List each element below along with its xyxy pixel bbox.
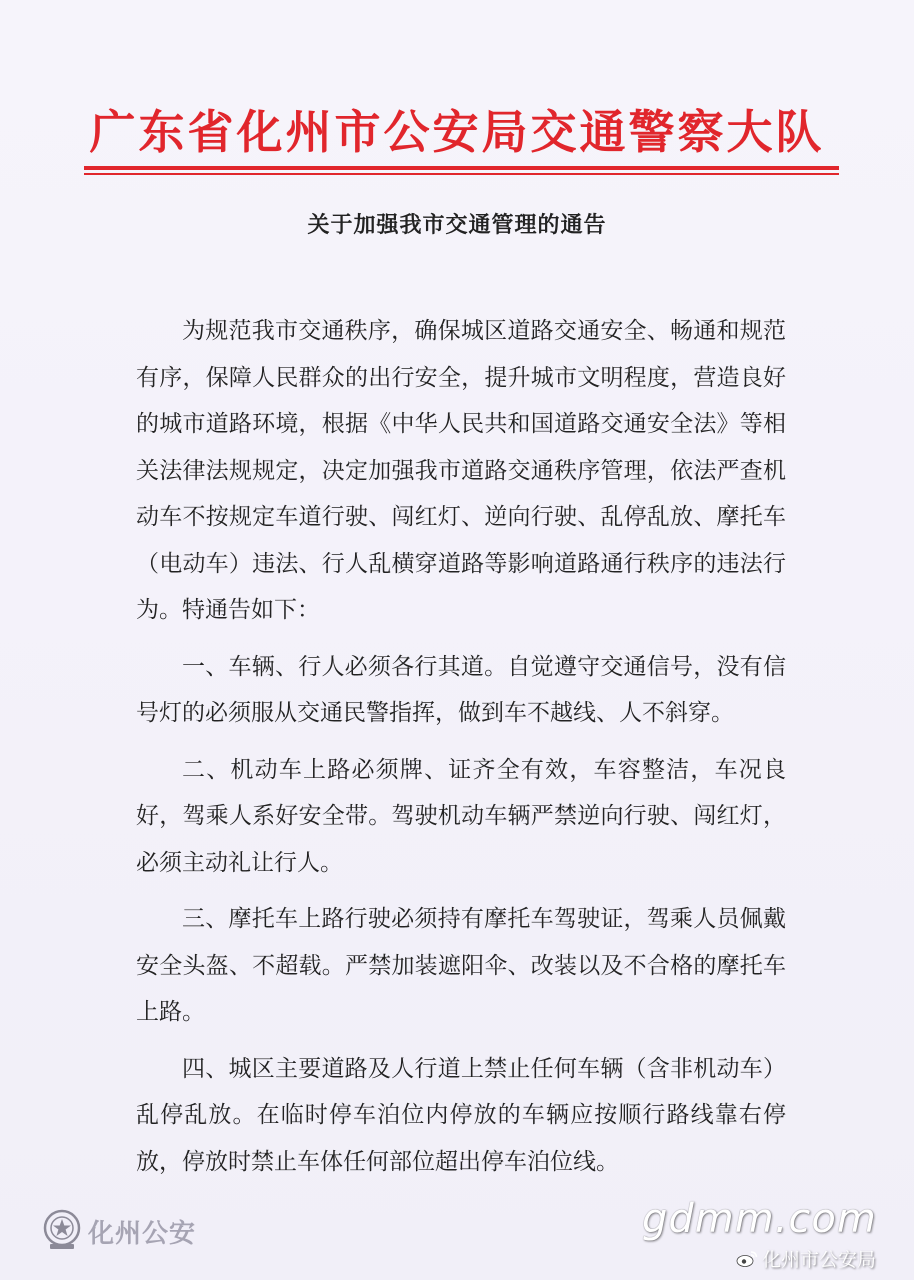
document-body: [136, 308, 786, 1185]
paragraph-intro: 为规范我市交通秩序，确保城区道路交通安全、畅通和规范有序，保障人民群众的出行安全，提升城市文明程度，营造良好的城市道路环境，根据《中华人民共和国道路交通安全法》等相关法律法规规定，决定加强我市道路交通秩序管理，依法严查机动车不按规定车道行驶、闯红灯、逆向行驶、乱停乱放、摩托车（电动车）违法、行人乱横穿道路等影响道路通行秩序的违法行为。特通告如下：: [136, 318, 786, 623]
site-watermark: gdmm.com: [642, 1196, 877, 1242]
header-rule-thick: [84, 166, 839, 170]
paragraph-item-2: 二、机动车上路必须牌、证齐全有效，车容整洁，车况良好，驾乘人系好安全带。驾驶机动车辆严禁逆向行驶、闯红灯，必须主动礼让行人。: [136, 756, 786, 876]
header-rule-thin: [84, 173, 839, 175]
organization-header: 广东省化州市公安局交通警察大队: [89, 105, 825, 159]
weibo-watermark: [736, 1245, 876, 1272]
footer-brand-text: 化州公安: [88, 1219, 197, 1249]
weibo-icon: [736, 1250, 758, 1268]
paragraph-item-1: 一、车辆、行人必须各行其道。自觉遵守交通信号，没有信号灯的必须服从交通民警指挥，做到车不越线、人不斜穿。: [136, 653, 786, 726]
paragraph-item-4: 四、城区主要道路及人行道上禁止任何车辆（含非机动车）乱停乱放。在临时停车泊位内停放的车辆应按顺行路线靠右停放，停放时禁止车体任何部位超出停车泊位线。: [136, 1055, 786, 1175]
police-emblem-icon: [42, 1208, 82, 1252]
document-title: 关于加强我市交通管理的通告: [307, 213, 607, 238]
paragraph-item-3: 三、摩托车上路行驶必须持有摩托车驾驶证，驾乘人员佩戴安全头盔、不超载。严禁加装遮阳伞、改装以及不合格的摩托车上路。: [136, 906, 786, 1025]
weibo-account-name: 化州市公安局: [762, 1249, 877, 1271]
